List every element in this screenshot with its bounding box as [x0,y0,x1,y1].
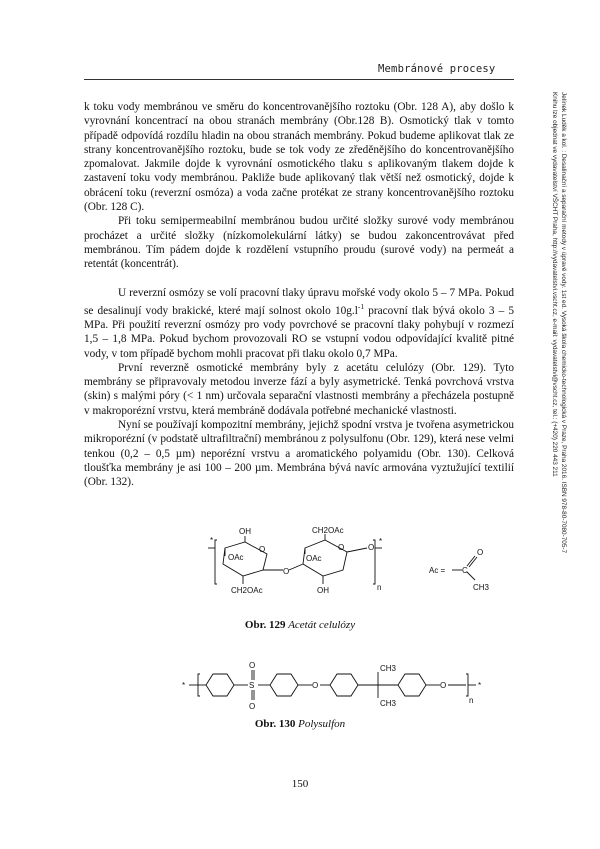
label-n: n [469,696,474,705]
caption-129-number: Obr. 129 [244,619,286,631]
paragraph-3-part-b: pracovní tlak bývá okolo 3 – 5 MPa. Při použití reverzní osmózy pro vody povrchové se pracovní tlaky pohybují v rozmezí 1,5 – 1,8 MPa. Pokud bychom provozovali RO se vstupní vodou odpovídající kvalitě pitné vody, v tom případě bychom mohli pracovat při tlaku okolo 0,7 MPa. [84,304,514,360]
paragraph-1: k toku vody membránou ve směru do koncentrovanějšího roztoku (Obr. 128 A), aby došlo k vyrovnání koncentrací na obou stranách membrány (Obr.128 B). Osmotický tlak v tomto případě odpovídá rozdílu hladin na obou stranách membrány. Pokud budeme aplikovat tlak ze strany koncentrovanějšího roztoku, bude se tok vody ze zředěnějšího do koncentrovanějšího zpomalovat. Jakmile dojde k vyrovnání osmotického tlaku s aplikovaným tlakem dojde k zastavení toku vody membránou. Pakliže bude aplikovaný tlak větší než osmotický, dojde k obrácení toku (reverzní osmóza) a voda začne protékat ze strany koncentrovanějšího roztoku (Obr. 128 C). [84,101,514,214]
label-ch2oac-bottom: CH2OAc [231,586,263,595]
label-ch3: CH3 [473,583,490,592]
caption-130-text: Polysulfon [298,718,346,730]
paragraph-3-part-a: U reverzní osmózy se volí pracovní tlaky úpravu mořské vody okolo 5 – 7 MPa. Pokud se desalinují vody brakické, které mají solnost okolo 10g.l [84,286,514,317]
label-o-end: O [368,543,375,552]
paragraph-3 [84,286,514,361]
caption-129-text: Acetát celulózy [288,619,356,631]
star-left: * [210,536,214,545]
caption-130-number: Obr. 130 [254,718,296,730]
label-carbonyl-o: O [477,548,484,557]
label-oac-left: OAc [228,553,244,562]
label-ch2oac-top: CH2OAc [312,526,344,535]
label-o-ether-2: O [440,681,447,690]
label-n: n [377,583,382,592]
label-carbonyl-c: C [462,566,468,575]
caption-figure-129 [0,619,600,631]
caption-figure-130 [0,718,600,730]
label-oh-bottom: OH [317,586,329,595]
label-o-ring1: O [259,545,266,554]
label-ac-eq: Ac = [429,566,446,575]
label-oh-top: OH [239,527,251,536]
star-right: * [379,537,383,546]
running-header: Membránové procesy [378,63,496,75]
label-ch3-bottom: CH3 [380,699,397,708]
cellulose-acetate-structure [205,526,495,606]
side-citation-line-2: Knihu lze objednat ve vydavatelství VŠCHT Praha, http://vydavatelstvi.vscht.cz, e-mail: vydavatelstvi@vscht.cz, tel.: (+420) 220 443 211 [551,92,559,477]
body-text [84,100,514,489]
label-o-ether-1: O [312,681,319,690]
polysulfone-structure [178,660,488,710]
label-oac-mid: OAc [306,554,322,563]
side-citation-line-1: Jelínek Luděk a kol. : Desalinační a separační metody v úpravě vody. 1st ed. Vysoká škola chemicko-technologická v Praze, Praha 2016. ISBN 978-80-7080-705-7 [560,92,567,554]
paragraph-2: Při toku semipermeabilní membránou budou určité složky surové vody membránou procházet a určité složky (nízkomolekulární látky) se budou zakoncentrovávat před membránou. Tím pádem dojde k rozdělení vstupního proudu (surové vody) na permeát a retentát (koncentrát). [84,215,514,271]
label-o-top: O [249,661,256,670]
label-ch3-top: CH3 [380,664,397,673]
page-number: 150 [291,778,309,790]
label-o-ring2: O [338,543,345,552]
header-rule [84,79,514,80]
label-o-bridge: O [283,567,290,576]
paragraph-3-superscript: -1 [357,301,365,311]
paragraph-4: První reverzně osmotické membrány byly z acetátu celulózy (Obr. 129). Tyto membrány se připravovaly metodou inverze fází a byly asymetrické. Tenká povrchová vrstva (skin) s malými póry (< 1 nm) určovala separační vlastnosti membrány a přecházela postupně v makroporézní vrstvu, která membráně dodávala potřebné mechanické vlastnosti. [84,361,514,417]
label-o-bottom: O [249,702,256,710]
star-left: * [182,681,186,690]
paragraph-5: Nyní se používají kompozitní membrány, jejichž spodní vrstva je tvořena asymetrickou mikroporézní (v podstatě ultrafiltrační) membránou z polysulfonu (Obr. 129), která nese velmi tenkou (0,2 – 0,5 µm) neporézní vrstvu a aromatického polyamidu (Obr. 130). Celková tloušťka membrány je asi 100 – 200 µm. Membrána bývá navíc armována vyztužující textilií (Obr. 132). [84,419,514,489]
label-s: S [249,681,255,690]
star-right: * [478,681,482,690]
